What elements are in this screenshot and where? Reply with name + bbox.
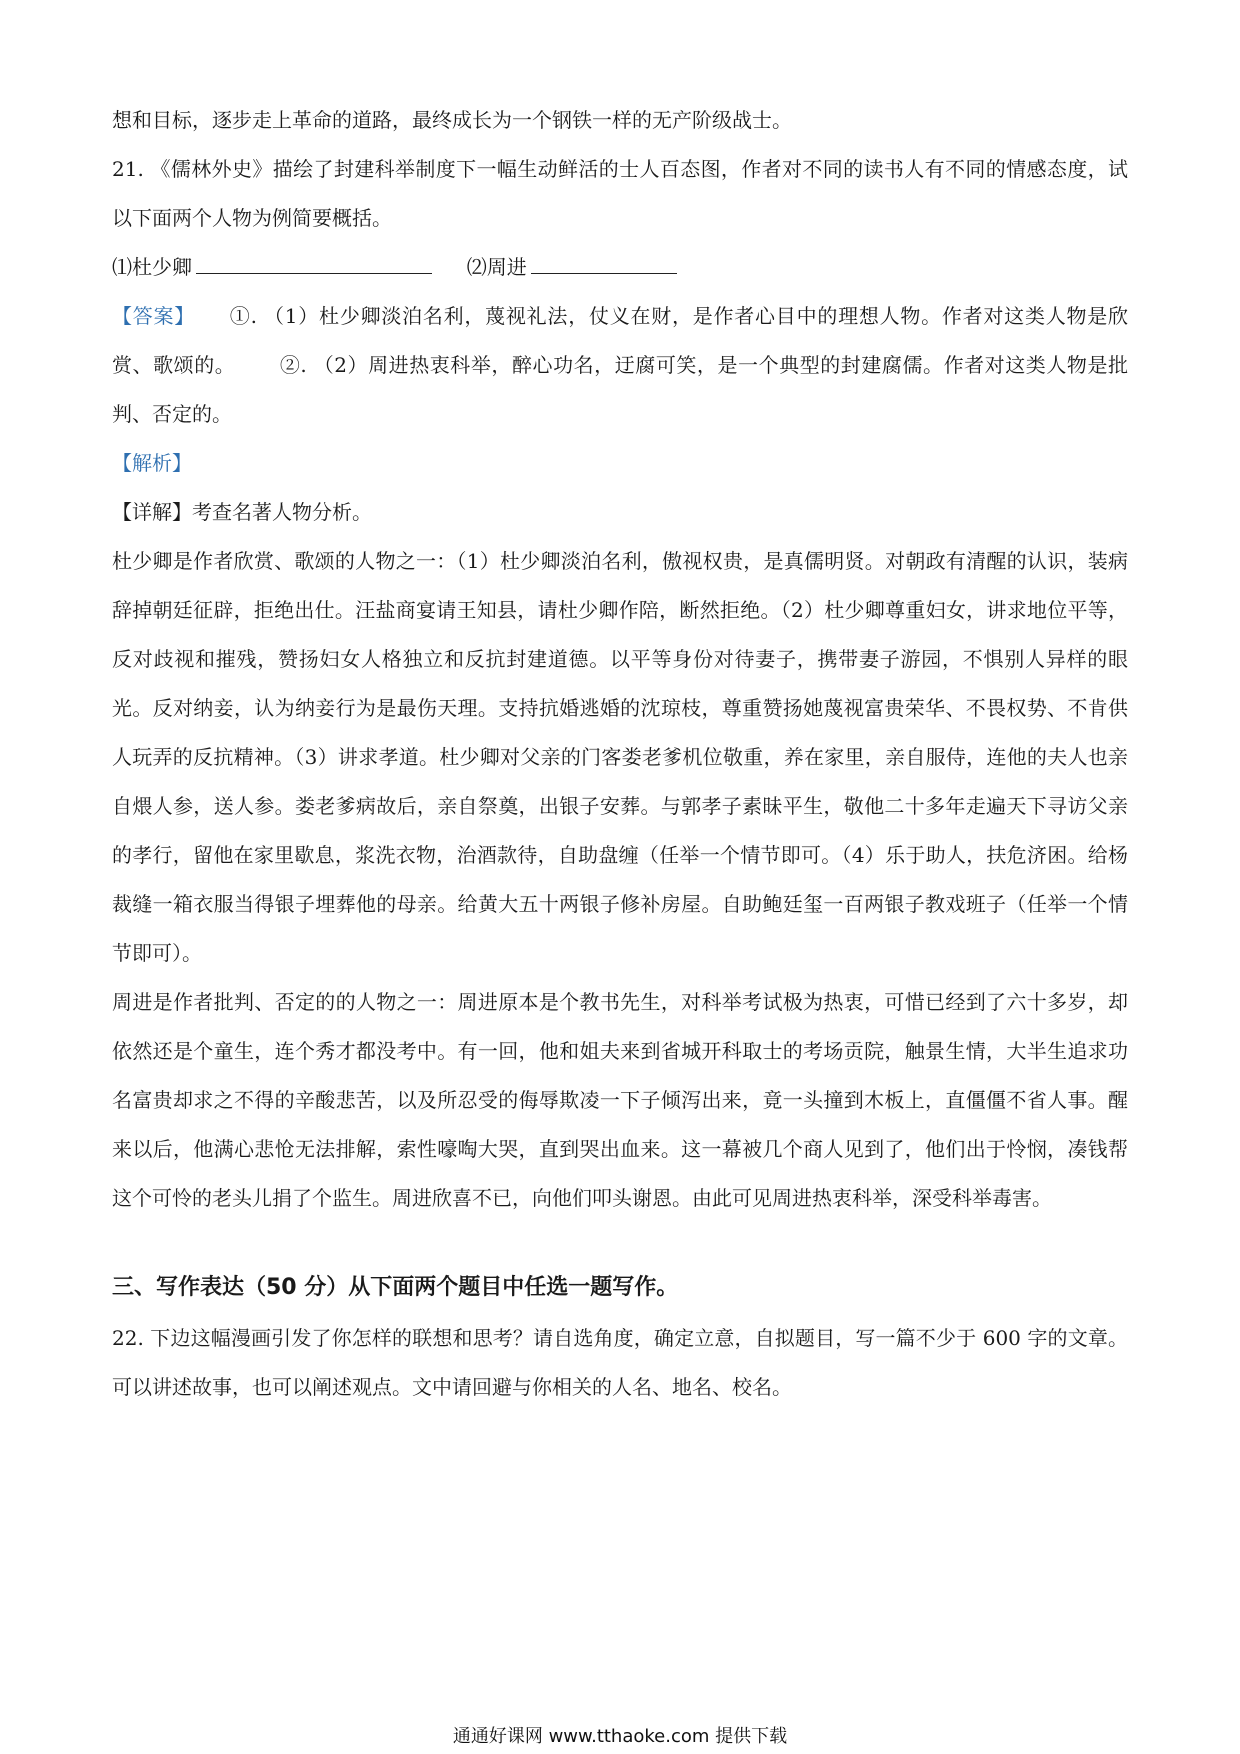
paragraph-du-shaoqing: 杜少卿是作者欣赏、歌颂的人物之一：（1）杜少卿淡泊名利，傲视权贵，是真儒明贤。对朝政有清醒的认识，装病辞掉朝廷征辟，拒绝出仕。汪盐商宴请王知县，请杜少卿作陪，断然拒绝。（2）杜少卿尊重妇女，讲求地位平等，反对歧视和摧残，赞扬妇女人格独立和反抗封建道德。以平等身份对待妻子，携带妻子游园，不惧别人异样的眼光。反对纳妾，认为纳妾行为是最伤天理。支持抗婚逃婚的沈琼枝，尊重赞扬她蔑视富贵荣华、不畏权势、不肯供人玩弄的反抗精神。（3）讲求孝道。杜少卿对父亲的门客娄老爹机位敬重，养在家里，亲自服侍，连他的夫人也亲自煨人参，送人参。娄老爹病故后，亲自祭奠，出银子安葬。与郭孝子素昧平生，敬他二十多年走遍天下寻访父亲的孝行，留他在家里歇息，浆洗衣物，治酒款待，自助盘缠（任举一个情节即可。（4）乐于助人，扶危济困。给杨裁缝一箱衣服当得银子埋葬他的母亲。给黄大五十两银子修补房屋。自助鲍廷玺一百两银子教戏班子（任举一个情节即可）。 xyxy=(112,549,1128,965)
analysis-label: 【解析】 xyxy=(112,451,192,475)
part2-label: ⑵周进 xyxy=(466,255,527,279)
answer-blank-1 xyxy=(196,249,432,274)
answer-block xyxy=(112,292,1128,439)
answer-label: 【答案】 xyxy=(112,304,196,328)
answer-1: ①. （1）杜少卿淡泊名利，蔑视礼法，仗义在财，是作者心目中的理想人物。作者对这类人物是欣赏、歌颂的。 xyxy=(112,304,1128,377)
answer-2: ②. （2）周进热衷科举，醉心功名，迂腐可笑，是一个典型的封建腐儒。作者对这类人物是批判、否定的。 xyxy=(112,353,1128,426)
page-footer: 通通好课网 www.tthaoke.com 提供下载 xyxy=(452,1726,788,1747)
part1-label: ⑴杜少卿 xyxy=(112,255,192,279)
question-21: 21. 《儒林外史》描绘了封建科举制度下一幅生动鲜活的士人百态图，作者对不同的读书人有不同的情感态度，试以下面两个人物为例简要概括。 xyxy=(112,157,1128,230)
answer-blank-2 xyxy=(531,249,677,274)
paragraph-zhou-jin: 周进是作者批判、否定的的人物之一：周进原本是个教书先生，对科举考试极为热衷，可惜已经到了六十多岁，却依然还是个童生，连个秀才都没考中。有一回，他和姐夫来到省城开科取士的考场贡院，触景生情，大半生追求功名富贵却求之不得的辛酸悲苦，以及所忍受的侮辱欺凌一下子倾泻出来，竟一头撞到木板上，直僵僵不省人事。醒来以后，他满心悲怆无法排解，索性嚎啕大哭，直到哭出血来。这一幕被几个商人见到了，他们出于怜悯，凑钱帮这个可怜的老头儿捐了个监生。周进欣喜不已，向他们叩头谢恩。由此可见周进热衷科举，深受科举毒害。 xyxy=(112,990,1128,1210)
detail-line: 【详解】考查名著人物分析。 xyxy=(112,500,372,524)
question-21-parts xyxy=(112,243,1128,292)
section-3-title: 三、写作表达（50 分）从下面两个题目中任选一题写作。 xyxy=(112,1275,679,1300)
document-body xyxy=(112,96,1128,1412)
question-22: 22. 下边这幅漫画引发了你怎样的联想和思考？请自选角度，确定立意，自拟题目，写一篇不少于 600 字的文章。可以讲述故事，也可以阐述观点。文中请回避与你相关的人名、地名、校名。 xyxy=(112,1326,1128,1399)
intro-line: 想和目标，逐步走上革命的道路，最终成长为一个钢铁一样的无产阶级战士。 xyxy=(112,108,792,132)
